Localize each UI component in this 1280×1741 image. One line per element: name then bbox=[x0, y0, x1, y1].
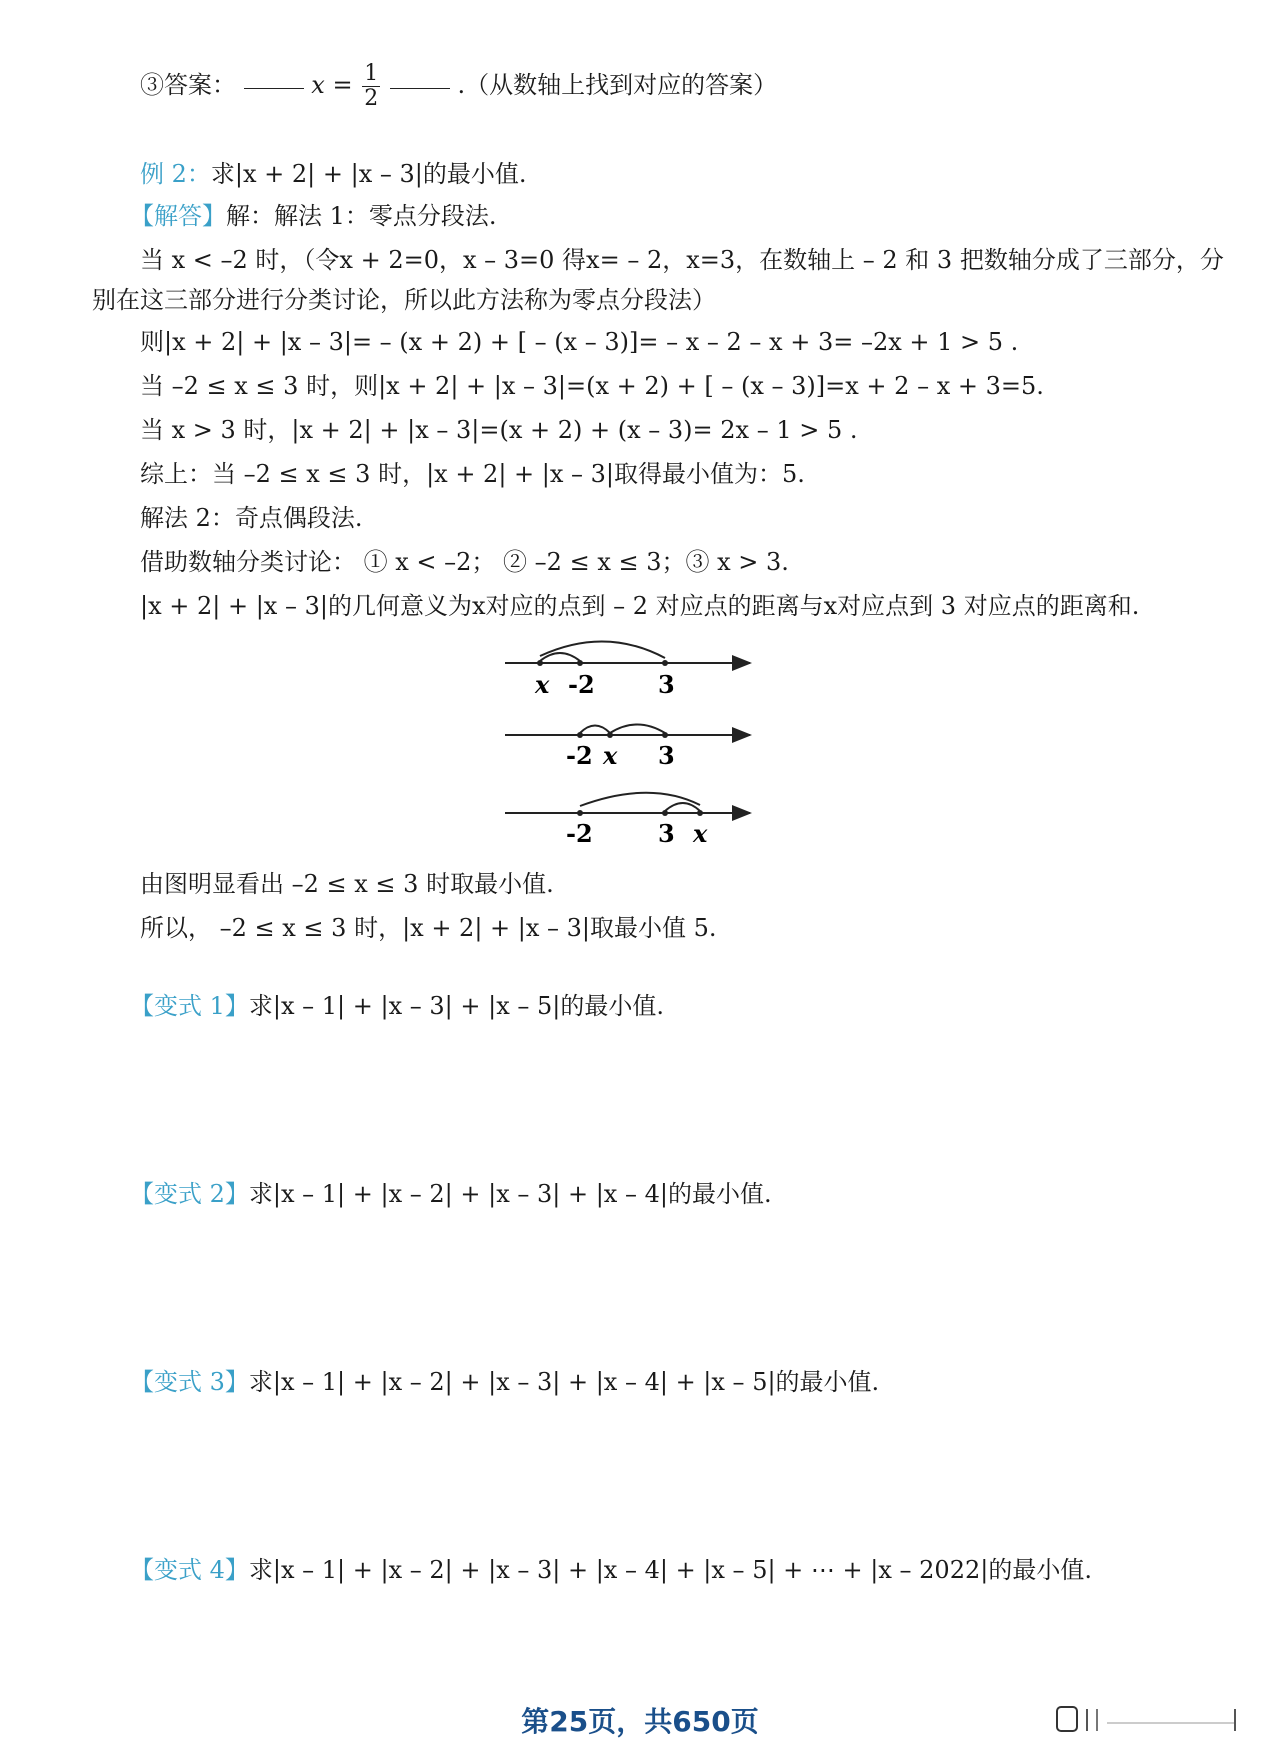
answer-fraction bbox=[362, 62, 380, 111]
number-line-b bbox=[505, 725, 750, 771]
solution-line-7: 解法 2：奇点偶段法. bbox=[140, 504, 363, 532]
conclusion-line-2: 所以， –2 ≤ x ≤ 3 时，|x + 2| + |x – 3|取最小值 5. bbox=[140, 914, 717, 942]
number-line-a bbox=[505, 641, 750, 699]
watermark-icon bbox=[1055, 1705, 1255, 1735]
answer-blank-right bbox=[390, 84, 450, 89]
solution-heading bbox=[130, 200, 497, 232]
example-2 bbox=[140, 158, 526, 190]
conclusion-line-1: 由图明显看出 –2 ≤ x ≤ 3 时取最小值. bbox=[140, 870, 554, 898]
fraction-denominator: 2 bbox=[364, 86, 379, 111]
variant-4 bbox=[130, 1554, 1092, 1586]
answer-suffix: .（从数轴上找到对应的答案） bbox=[457, 71, 778, 99]
nl-a-label-2: -2 bbox=[568, 670, 595, 699]
example-2-text: 求|x + 2| + |x – 3|的最小值. bbox=[210, 160, 527, 188]
number-line-c bbox=[505, 793, 750, 848]
number-line-figure bbox=[500, 630, 760, 850]
variant-2-label: 【变式 2】 bbox=[130, 1180, 249, 1208]
nl-b-label-1: -2 bbox=[566, 741, 593, 770]
solution-line-8: 借助数轴分类讨论： ① x < –2； ② –2 ≤ x ≤ 3；③ x > 3. bbox=[140, 548, 789, 576]
nl-a-label-3: 3 bbox=[658, 670, 675, 699]
nl-a-label-1: x bbox=[535, 670, 550, 699]
answer-eq: x = bbox=[311, 71, 353, 99]
variant-3-label: 【变式 3】 bbox=[130, 1368, 249, 1396]
variant-4-text: 求|x – 1| + |x – 2| + |x – 3| + |x – 4| + |x – 5| + ⋯ + |x – 2022|的最小值. bbox=[248, 1556, 1092, 1584]
variant-2-text: 求|x – 1| + |x – 2| + |x – 3| + |x – 4|的最小值. bbox=[248, 1180, 772, 1208]
nl-b-label-2: x bbox=[603, 741, 618, 770]
example-2-label: 例 2： bbox=[140, 160, 211, 188]
variant-2 bbox=[130, 1178, 772, 1210]
variant-1-text: 求|x – 1| + |x – 3| + |x – 5|的最小值. bbox=[248, 992, 664, 1020]
variant-3-text: 求|x – 1| + |x – 2| + |x – 3| + |x – 4| + |x – 5|的最小值. bbox=[248, 1368, 880, 1396]
fraction-numerator: 1 bbox=[364, 61, 379, 86]
variant-4-label: 【变式 4】 bbox=[130, 1556, 249, 1584]
nl-c-label-2: 3 bbox=[658, 819, 675, 848]
solution-label: 【解答】 bbox=[130, 202, 226, 230]
page-footer: 第25页，共650页 bbox=[521, 1705, 759, 1738]
nl-c-label-3: x bbox=[693, 819, 708, 848]
answer-prefix: ③答案： bbox=[140, 71, 236, 99]
solution-line-3: 则|x + 2| + |x – 3|= – (x + 2) + [ – (x – 3)]= – x – 2 – x + 3= –2x + 1 > 5 . bbox=[140, 328, 1019, 356]
solution-line-5: 当 x > 3 时，|x + 2| + |x – 3|=(x + 2) + (x – 3)= 2x – 1 > 5 . bbox=[140, 416, 858, 444]
answer-blank-left bbox=[244, 84, 304, 89]
nl-c-label-1: -2 bbox=[566, 819, 593, 848]
solution-line-4: 当 –2 ≤ x ≤ 3 时，则|x + 2| + |x – 3|=(x + 2) + [ – (x – 3)]=x + 2 – x + 3=5. bbox=[140, 372, 1044, 400]
solution-line-9: |x + 2| + |x – 3|的几何意义为x对应的点到 – 2 对应点的距离与x对应点到 3 对应点的距离和. bbox=[140, 592, 1140, 620]
solution-line-6: 综上：当 –2 ≤ x ≤ 3 时，|x + 2| + |x – 3|取得最小值为：5. bbox=[140, 460, 805, 488]
solution-line-1: 当 x < –2 时，（令x + 2=0，x – 3=0 得x= – 2，x=3，在数轴上 – 2 和 3 把数轴分成了三部分，分 bbox=[140, 246, 1224, 274]
variant-1-label: 【变式 1】 bbox=[130, 992, 249, 1020]
solution-line-2: 别在这三部分进行分类讨论，所以此方法称为零点分段法） bbox=[92, 286, 716, 314]
nl-b-label-3: 3 bbox=[658, 741, 675, 770]
variant-1 bbox=[130, 990, 664, 1022]
variant-3 bbox=[130, 1366, 879, 1398]
answer-line bbox=[140, 62, 777, 111]
solution-text: 解：解法 1：零点分段法. bbox=[226, 202, 497, 230]
